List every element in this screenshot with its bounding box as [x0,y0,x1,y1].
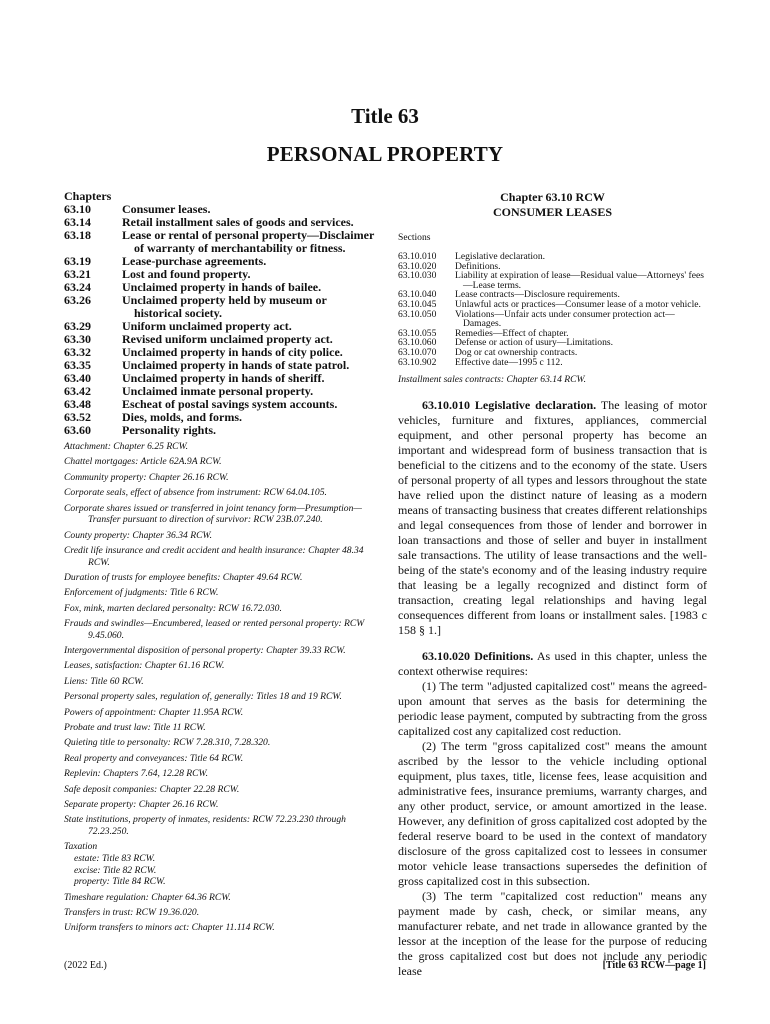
taxation-item: estate: Title 83 RCW. [74,852,156,864]
section-row [398,358,707,368]
sections-label: Sections [398,232,431,243]
section-title: Dog or cat ownership contracts. [455,346,578,358]
chapter-title: Unclaimed inmate personal property. [122,384,314,398]
reference-item: Safe deposit companies: Chapter 22.28 RCW. [64,783,240,795]
section-number: 63.10.060 [398,337,437,349]
chapter-number: 63.21 [64,267,91,281]
reference-item: Corporate seals, effect of absence from instrument: RCW 64.04.105. [64,487,327,499]
taxation-item: excise: Title 82 RCW. [74,864,157,876]
chapter-number: 63.14 [64,215,91,229]
chapter-title: Unclaimed property in hands of state patrol. [122,358,350,372]
reference-item: Fox, mink, marten declared personalty: RCW 16.72.030. [64,602,282,614]
section-title: Defense or action of usury—Limitations. [455,337,613,349]
chapter-title: Lease-purchase agreements. [122,254,267,268]
chapter-row [64,424,376,437]
chapter-number: 63.52 [64,410,91,424]
section-title: Definitions. [455,260,501,272]
section-title: Effective date—1995 c 112. [455,356,563,368]
section-row [398,271,707,290]
chapter-title: Consumer leases. [122,202,211,216]
chapter-row [64,411,376,424]
section-number: 63.10.030 [398,270,437,282]
chapter-number: 63.48 [64,397,91,411]
reference-item: Replevin: Chapters 7.64, 12.28 RCW. [64,768,209,780]
chapter-row [64,229,376,255]
chapter-body [398,398,707,979]
reference-item: Credit life insurance and credit accident and health insurance: Chapter 48.34 RCW. [64,544,364,568]
chapter-title: Lost and found property. [122,267,251,281]
chapter-number: 63.19 [64,254,91,268]
chapter-title: Unclaimed property in hands of sheriff. [122,371,325,385]
section-title: Legislative declaration. [455,251,546,262]
reference-item: Quieting title to personalty: RCW 7.28.310, 7.28.320. [64,737,271,749]
title-name: PERSONAL PROPERTY [266,142,504,166]
chapters-column [64,190,376,938]
chapter-number: 63.42 [64,384,91,398]
chapter-number: 63.29 [64,319,91,333]
section-title: Remedies—Effect of chapter. [455,327,569,339]
chapter-title: Revised uniform unclaimed property act. [122,332,333,346]
section-number: 63.10.020 [398,260,437,272]
section-number: 63.10.055 [398,327,437,339]
section-number: 63.10.040 [398,289,437,301]
section-title: Liability at expiration of lease—Residual value—Attorneys' fees—Lease terms. [455,270,704,291]
taxation-heading: Taxation [64,841,98,853]
chapters-heading: Chapters [64,189,112,203]
chapter-title: Personality rights. [122,423,216,437]
chapter-title: Retail installment sales of goods and services. [122,215,354,229]
section-row [398,252,707,262]
chapter-number: 63.40 [64,371,91,385]
chapter-number: 63.18 [64,228,91,242]
reference-item: Timeshare regulation: Chapter 64.36 RCW. [64,891,231,903]
chapter-number: 63.60 [64,423,91,437]
reference-item: Personal property sales, regulation of, generally: Titles 18 and 19 RCW. [64,691,342,703]
section-010-heading: 63.10.010 Legislative declaration. [422,398,597,413]
chapter-number: 63.24 [64,280,91,294]
reference-item: Intergovernmental disposition of personal property: Chapter 39.33 RCW. [64,645,346,657]
section-title: Violations—Unfair acts under consumer protection act—Damages. [455,308,675,330]
chapter-title: Dies, molds, and forms. [122,410,243,424]
section-number: 63.10.070 [398,346,437,358]
section-number: 63.10.050 [398,308,437,320]
sections-list [398,252,707,367]
definition-3: (3) The term "capitalized cost reduction" means any payment made by cash, check, or similar means, any manufacturer rebate, and net trade in allowance granted by the lessor at the inception of the lease for the purpose of reducing the gross capitalized cost but does not include any periodic lease [398,889,707,979]
reference-item: Enforcement of judgments: Title 6 RCW. [64,587,219,599]
footer-edition: (2022 Ed.) [64,960,107,971]
sections-note: Installment sales contracts: Chapter 63.14 RCW. [398,374,587,386]
section-number: 63.10.045 [398,298,437,310]
chapter-number: 63.26 [64,293,91,307]
reference-item: State institutions, property of inmates, residents: RCW 72.23.230 through 72.23.250. [64,814,346,837]
footer-page: [Title 63 RCW—page 1] [602,960,706,971]
section-010-text: The leasing of motor vehicles, furniture and fixtures, appliances, commercial equipment, and other personal property has become an important and widespread form of business transaction that is beneficial to the citizens and to the economy of the state. Users of personal property of all types and lessors throughout the state have relied upon the distinct nature of leasing as a modern means of transacting business that creates different relationships and legal consequences from those of lender and borrower in loan transactions and those of seller and buyer in installment sale transactions. The utility of lease transactions and the well-being of the state's economy and of the leasing industry require that leasing be a legally recognized and distinct form of transaction, creating legal relationships and having legal consequences different from loans or installment sales. [1983 c 158 § 1.] [398,398,707,638]
chapters-list [64,203,376,437]
reference-item: Liens: Title 60 RCW. [64,675,144,687]
reference-item: Frauds and swindles—Encumbered, leased or rented personal property: RCW 9.45.060. [64,618,365,641]
chapter-title: Unclaimed property in hands of bailee. [122,280,322,294]
section-title: Lease contracts—Disclosure requirements. [455,289,620,301]
reference-item: Chattel mortgages: Article 62A.9A RCW. [64,456,222,468]
chapter-title: Unclaimed property held by museum or historical society. [122,293,327,320]
section-number: 63.10.902 [398,356,437,368]
reference-item: Real property and conveyances: Title 64 RCW. [64,752,244,764]
reference-item: Powers of appointment: Chapter 11.95A RCW. [64,706,244,718]
chapter-number: 63.30 [64,332,91,346]
reference-item: Uniform transfers to minors act: Chapter 11.114 RCW. [64,922,275,934]
section-010 [398,398,707,638]
reference-item: Corporate shares issued or transferred in joint tenancy form—Presumption—Transfer pursuant to direction of survivor: RCW 23B.07.240. [64,502,362,526]
reference-item: Community property: Chapter 26.16 RCW. [64,471,229,483]
reference-item: Probate and trust law: Title 11 RCW. [64,722,206,734]
chapter-column [398,190,707,979]
chapter-title: Unclaimed property in hands of city police. [122,345,343,359]
reference-item: Separate property: Chapter 26.16 RCW. [64,798,219,810]
reference-item: Attachment: Chapter 6.25 RCW. [64,441,189,452]
definition-1: (1) The term "adjusted capitalized cost" means the agreed-upon amount that serves as the basis for determining the periodic lease payment, computed by subtracting from the gross capitalized cost any capitalized cost reduction. [398,679,707,739]
chapter-title: Escheat of postal savings system accounts. [122,397,338,411]
section-title: Unlawful acts or practices—Consumer lease of a motor vehicle. [455,298,701,310]
title-number: Title 63 [351,104,419,128]
section-020-heading: 63.10.020 Definitions. [422,649,534,664]
chapter-number: 63.35 [64,358,91,372]
chapter-title: Lease or rental of personal property—Disclaimer of warranty of merchantability or fitness. [122,228,375,255]
references-list [64,441,376,838]
section-row [398,310,707,329]
reference-item: Leases, satisfaction: Chapter 61.16 RCW. [64,660,225,672]
section-020-text: As used in this chapter, unless the context otherwise requires: [398,649,707,679]
chapter-title: Uniform unclaimed property act. [122,319,292,333]
references-tail [64,892,376,934]
taxation-item: property: Title 84 RCW. [74,876,166,888]
taxation-block [64,841,376,887]
chapter-number: 63.10 [64,202,91,216]
chapter-number: 63.32 [64,345,91,359]
section-number: 63.10.010 [398,251,437,262]
section-020 [398,649,707,679]
chapter-subheading: CONSUMER LEASES [492,205,613,219]
reference-item: Duration of trusts for employee benefits: Chapter 49.64 RCW. [64,571,303,583]
chapter-row [64,294,376,320]
chapter-heading: Chapter 63.10 RCW [500,190,605,204]
reference-item: Transfers in trust: RCW 19.36.020. [64,906,200,918]
reference-item: County property: Chapter 36.34 RCW. [64,529,212,541]
definition-2: (2) The term "gross capitalized cost" means the amount ascribed by the lessor to the vehicle including optional equipment, plus taxes, title, license fees, lease acquisition and administrative fees, insurance premiums, warranty charges, and any other product, service, or amount amortized in the lease. However, any definition of gross capitalized cost adopted by the federal reserve board to be used in the context of mandatory disclosure of the gross capitalized cost to lessees in consumer motor vehicle lease transactions supersedes the definition of gross capitalized cost in this subsection. [398,739,707,889]
